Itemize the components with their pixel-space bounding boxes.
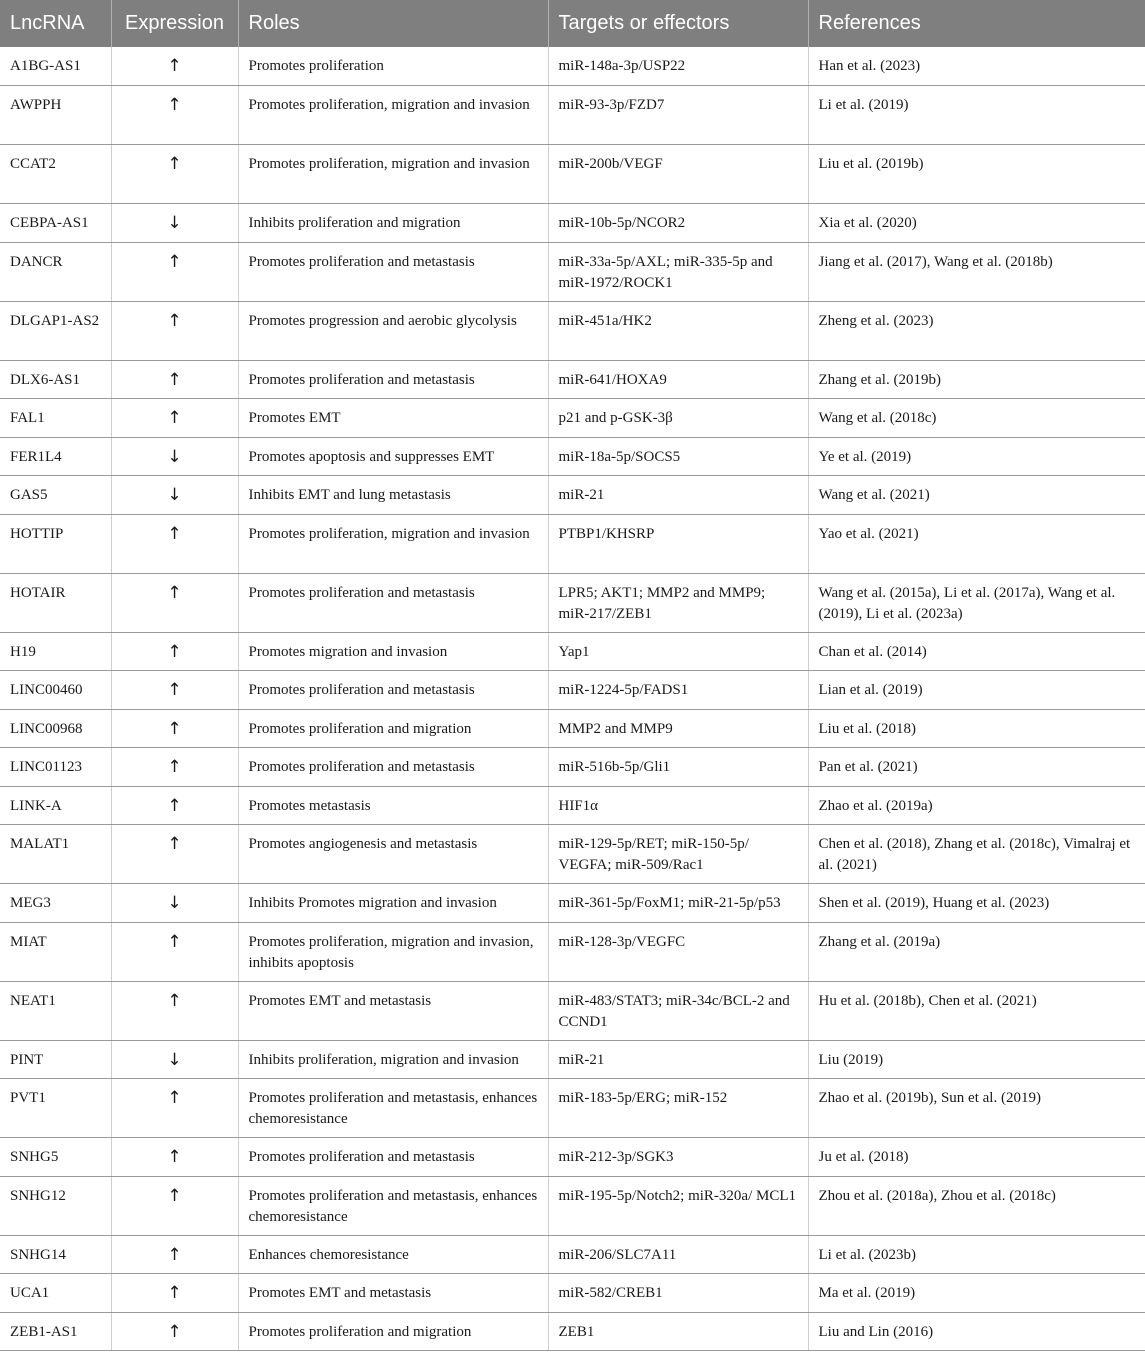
cell-lncrna: DANCR (0, 242, 111, 301)
cell-expression: ↑ (111, 86, 238, 145)
cell-expression: ↑ (111, 748, 238, 787)
cell-lncrna: MALAT1 (0, 825, 111, 884)
cell-lncrna: HOTTIP (0, 514, 111, 573)
table-row (0, 786, 1145, 825)
cell-targets: miR-93-3p/FZD7 (548, 86, 808, 145)
cell-targets: miR-200b/VEGF (548, 145, 808, 204)
cell-references: Liu et al. (2018) (808, 709, 1145, 748)
table-row (0, 825, 1145, 884)
cell-roles: Promotes EMT (238, 399, 548, 438)
cell-references: Chen et al. (2018), Zhang et al. (2018c), Vimalraj et al. (2021) (808, 825, 1145, 884)
cell-expression: ↑ (111, 922, 238, 981)
cell-roles: Promotes proliferation and metastasis (238, 242, 548, 301)
cell-expression: ↑ (111, 399, 238, 438)
cell-targets: miR-129-5p/RET; miR-150-5p/ VEGFA; miR-509/Rac1 (548, 825, 808, 884)
table-row (0, 632, 1145, 671)
cell-expression: ↑ (111, 145, 238, 204)
cell-expression: ↓ (111, 1040, 238, 1079)
cell-roles: Promotes proliferation and metastasis, enhances chemoresistance (238, 1079, 548, 1138)
table-row (0, 399, 1145, 438)
header-references: References (808, 0, 1145, 47)
cell-roles: Promotes progression and aerobic glycolysis (238, 301, 548, 360)
header-row (0, 0, 1145, 47)
cell-roles: Promotes apoptosis and suppresses EMT (238, 437, 548, 476)
cell-lncrna: GAS5 (0, 476, 111, 515)
table-row (0, 1040, 1145, 1079)
header-roles: Roles (238, 0, 548, 47)
cell-roles: Promotes migration and invasion (238, 632, 548, 671)
cell-targets: miR-361-5p/FoxM1; miR-21-5p/p53 (548, 884, 808, 923)
header-targets: Targets or effectors (548, 0, 808, 47)
cell-targets: miR-21 (548, 476, 808, 515)
cell-expression: ↑ (111, 301, 238, 360)
cell-roles: Promotes proliferation and migration (238, 1312, 548, 1351)
cell-targets: MMP2 and MMP9 (548, 709, 808, 748)
table-row (0, 437, 1145, 476)
cell-expression: ↑ (111, 709, 238, 748)
cell-lncrna: SNHG14 (0, 1235, 111, 1274)
cell-lncrna: DLX6-AS1 (0, 360, 111, 399)
table-row (0, 884, 1145, 923)
cell-targets: miR-21 (548, 1040, 808, 1079)
cell-roles: Promotes proliferation, migration and invasion, inhibits apoptosis (238, 922, 548, 981)
cell-lncrna: ZEB1-AS1 (0, 1312, 111, 1351)
cell-references: Ye et al. (2019) (808, 437, 1145, 476)
header-expression: Expression (111, 0, 238, 47)
cell-lncrna: FAL1 (0, 399, 111, 438)
cell-expression: ↑ (111, 573, 238, 632)
cell-roles: Inhibits proliferation, migration and invasion (238, 1040, 548, 1079)
table-row (0, 709, 1145, 748)
cell-expression: ↓ (111, 476, 238, 515)
cell-targets: miR-206/SLC7A11 (548, 1235, 808, 1274)
cell-expression: ↑ (111, 514, 238, 573)
cell-lncrna: LINC00968 (0, 709, 111, 748)
cell-lncrna: FER1L4 (0, 437, 111, 476)
cell-lncrna: MIAT (0, 922, 111, 981)
cell-references: Wang et al. (2015a), Li et al. (2017a), Wang et al. (2019), Li et al. (2023a) (808, 573, 1145, 632)
table-row (0, 476, 1145, 515)
cell-expression: ↑ (111, 786, 238, 825)
cell-expression: ↓ (111, 884, 238, 923)
cell-expression: ↑ (111, 1079, 238, 1138)
cell-lncrna: LINC01123 (0, 748, 111, 787)
cell-expression: ↑ (111, 1312, 238, 1351)
cell-roles: Promotes proliferation and metastasis (238, 360, 548, 399)
table-row (0, 514, 1145, 573)
cell-roles: Promotes proliferation and migration (238, 709, 548, 748)
cell-roles: Promotes angiogenesis and metastasis (238, 825, 548, 884)
cell-targets: miR-148a-3p/USP22 (548, 47, 808, 86)
cell-references: Li et al. (2023b) (808, 1235, 1145, 1274)
cell-references: Ju et al. (2018) (808, 1138, 1145, 1177)
table-row (0, 1138, 1145, 1177)
cell-roles: Promotes EMT and metastasis (238, 981, 548, 1040)
cell-references: Zhang et al. (2019b) (808, 360, 1145, 399)
cell-roles: Promotes EMT and metastasis (238, 1274, 548, 1313)
table-row (0, 242, 1145, 301)
cell-expression: ↓ (111, 437, 238, 476)
cell-references: Yao et al. (2021) (808, 514, 1145, 573)
cell-references: Jiang et al. (2017), Wang et al. (2018b) (808, 242, 1145, 301)
cell-references: Pan et al. (2021) (808, 748, 1145, 787)
cell-expression: ↑ (111, 632, 238, 671)
table-row (0, 1274, 1145, 1313)
cell-targets: PTBP1/KHSRP (548, 514, 808, 573)
cell-expression: ↑ (111, 47, 238, 86)
cell-lncrna: CEBPA-AS1 (0, 204, 111, 243)
cell-roles: Promotes proliferation, migration and invasion (238, 145, 548, 204)
cell-targets: miR-582/CREB1 (548, 1274, 808, 1313)
cell-lncrna: DLGAP1-AS2 (0, 301, 111, 360)
cell-targets: Yap1 (548, 632, 808, 671)
cell-references: Ma et al. (2019) (808, 1274, 1145, 1313)
cell-lncrna: A1BG-AS1 (0, 47, 111, 86)
cell-lncrna: PINT (0, 1040, 111, 1079)
cell-targets: miR-516b-5p/Gli1 (548, 748, 808, 787)
cell-expression: ↑ (111, 981, 238, 1040)
cell-roles: Promotes proliferation, migration and invasion (238, 514, 548, 573)
cell-expression: ↑ (111, 1176, 238, 1235)
cell-expression: ↑ (111, 671, 238, 710)
cell-targets: miR-1224-5p/FADS1 (548, 671, 808, 710)
cell-lncrna: MEG3 (0, 884, 111, 923)
cell-roles: Promotes proliferation (238, 47, 548, 86)
cell-lncrna: H19 (0, 632, 111, 671)
table-row (0, 204, 1145, 243)
cell-roles: Promotes proliferation, migration and invasion (238, 86, 548, 145)
cell-expression: ↑ (111, 825, 238, 884)
table-row (0, 1079, 1145, 1138)
cell-references: Li et al. (2019) (808, 86, 1145, 145)
cell-references: Liu et al. (2019b) (808, 145, 1145, 204)
cell-expression: ↑ (111, 1235, 238, 1274)
cell-references: Hu et al. (2018b), Chen et al. (2021) (808, 981, 1145, 1040)
cell-roles: Inhibits EMT and lung metastasis (238, 476, 548, 515)
cell-references: Zheng et al. (2023) (808, 301, 1145, 360)
table-row (0, 1235, 1145, 1274)
table-row (0, 86, 1145, 145)
cell-lncrna: LINC00460 (0, 671, 111, 710)
cell-references: Zhao et al. (2019b), Sun et al. (2019) (808, 1079, 1145, 1138)
cell-targets: miR-451a/HK2 (548, 301, 808, 360)
cell-references: Lian et al. (2019) (808, 671, 1145, 710)
cell-roles: Promotes proliferation and metastasis (238, 1138, 548, 1177)
cell-roles: Promotes metastasis (238, 786, 548, 825)
cell-references: Liu and Lin (2016) (808, 1312, 1145, 1351)
table-row (0, 1176, 1145, 1235)
cell-targets: HIF1α (548, 786, 808, 825)
cell-targets: miR-195-5p/Notch2; miR-320a/ MCL1 (548, 1176, 808, 1235)
cell-expression: ↓ (111, 204, 238, 243)
cell-targets: miR-10b-5p/NCOR2 (548, 204, 808, 243)
cell-expression: ↑ (111, 1138, 238, 1177)
table-row (0, 671, 1145, 710)
table-row (0, 301, 1145, 360)
cell-lncrna: SNHG5 (0, 1138, 111, 1177)
cell-references: Zhao et al. (2019a) (808, 786, 1145, 825)
cell-references: Wang et al. (2021) (808, 476, 1145, 515)
table-row (0, 573, 1145, 632)
table-row (0, 47, 1145, 86)
cell-lncrna: LINK-A (0, 786, 111, 825)
cell-roles: Enhances chemoresistance (238, 1235, 548, 1274)
table-row (0, 360, 1145, 399)
cell-references: Zhang et al. (2019a) (808, 922, 1145, 981)
cell-roles: Inhibits Promotes migration and invasion (238, 884, 548, 923)
cell-targets: LPR5; AKT1; MMP2 and MMP9; miR-217/ZEB1 (548, 573, 808, 632)
cell-roles: Promotes proliferation and metastasis (238, 671, 548, 710)
cell-lncrna: HOTAIR (0, 573, 111, 632)
cell-expression: ↑ (111, 242, 238, 301)
cell-references: Zhou et al. (2018a), Zhou et al. (2018c) (808, 1176, 1145, 1235)
cell-lncrna: AWPPH (0, 86, 111, 145)
cell-references: Shen et al. (2019), Huang et al. (2023) (808, 884, 1145, 923)
table-row (0, 145, 1145, 204)
cell-roles: Promotes proliferation and metastasis (238, 748, 548, 787)
cell-references: Xia et al. (2020) (808, 204, 1145, 243)
cell-expression: ↑ (111, 360, 238, 399)
table-row (0, 981, 1145, 1040)
cell-lncrna: UCA1 (0, 1274, 111, 1313)
cell-targets: ZEB1 (548, 1312, 808, 1351)
cell-expression: ↑ (111, 1274, 238, 1313)
table-row (0, 1312, 1145, 1351)
cell-lncrna: PVT1 (0, 1079, 111, 1138)
cell-targets: miR-212-3p/SGK3 (548, 1138, 808, 1177)
table-row (0, 922, 1145, 981)
cell-targets: miR-33a-5p/AXL; miR-335-5p and miR-1972/ROCK1 (548, 242, 808, 301)
cell-targets: miR-641/HOXA9 (548, 360, 808, 399)
cell-targets: p21 and p-GSK-3β (548, 399, 808, 438)
cell-lncrna: CCAT2 (0, 145, 111, 204)
cell-targets: miR-483/STAT3; miR-34c/BCL-2 and CCND1 (548, 981, 808, 1040)
cell-lncrna: NEAT1 (0, 981, 111, 1040)
cell-roles: Inhibits proliferation and migration (238, 204, 548, 243)
cell-references: Wang et al. (2018c) (808, 399, 1145, 438)
cell-targets: miR-18a-5p/SOCS5 (548, 437, 808, 476)
cell-roles: Promotes proliferation and metastasis (238, 573, 548, 632)
cell-references: Liu (2019) (808, 1040, 1145, 1079)
table-row (0, 748, 1145, 787)
cell-targets: miR-128-3p/VEGFC (548, 922, 808, 981)
cell-roles: Promotes proliferation and metastasis, enhances chemoresistance (238, 1176, 548, 1235)
cell-references: Han et al. (2023) (808, 47, 1145, 86)
header-lncrna: LncRNA (10, 12, 85, 34)
cell-targets: miR-183-5p/ERG; miR-152 (548, 1079, 808, 1138)
cell-lncrna: SNHG12 (0, 1176, 111, 1235)
cell-references: Chan et al. (2014) (808, 632, 1145, 671)
